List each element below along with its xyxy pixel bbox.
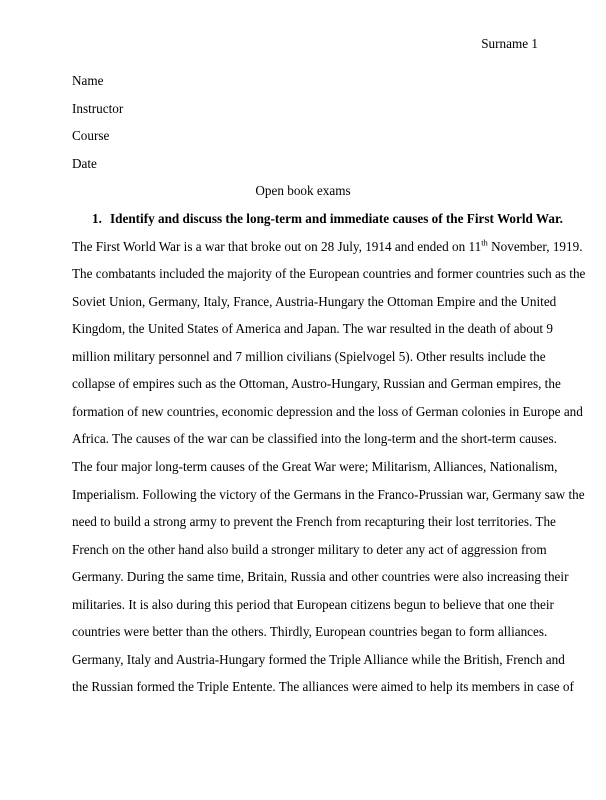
body-line bbox=[72, 239, 583, 255]
body-line: French on the other hand also build a stronger military to deter any act of aggression from bbox=[72, 542, 547, 557]
ordinal-suffix: th bbox=[481, 237, 488, 248]
body-line: militaries. It is also during this period that European citizens begun to believe that one their bbox=[72, 597, 554, 612]
document-title: Open book exams bbox=[255, 183, 351, 198]
date-line: Date bbox=[72, 156, 97, 171]
body-line: the Russian formed the Triple Entente. The alliances were aimed to help its members in case of bbox=[72, 679, 574, 694]
body-line: The four major long-term causes of the Great War were; Militarism, Alliances, Nationalism, bbox=[72, 459, 558, 474]
body-line-text: November, 1919. bbox=[487, 239, 583, 254]
body-line-text: The First World War is a war that broke out on 28 July, 1914 and ended on 11 bbox=[72, 239, 482, 254]
body-line: collapse of empires such as the Ottoman, Austro-Hungary, Russian and German empires, the bbox=[72, 376, 561, 391]
body-line: million military personnel and 7 million civilians (Spielvogel 5). Other results include the bbox=[72, 349, 546, 364]
body-line: Imperialism. Following the victory of the Germans in the Franco-Prussian war, Germany saw the bbox=[72, 487, 585, 502]
body-line: Africa. The causes of the war can be classified into the long-term and the short-term causes. bbox=[72, 431, 557, 446]
body-line: Germany, Italy and Austria-Hungary formed the Triple Alliance while the British, French and bbox=[72, 652, 565, 667]
running-head: Surname 1 bbox=[481, 36, 538, 51]
student-name: Name bbox=[72, 73, 104, 88]
body-line: The combatants included the majority of the European countries and former countries such as the bbox=[72, 266, 586, 281]
question-number: 1. bbox=[92, 211, 102, 226]
question-heading bbox=[92, 211, 563, 227]
instructor-name: Instructor bbox=[72, 101, 124, 116]
body-line: Kingdom, the United States of America and Japan. The war resulted in the death of about 9 bbox=[72, 321, 553, 336]
body-line: formation of new countries, economic depression and the loss of German colonies in Europe and bbox=[72, 404, 583, 419]
body-line: countries were better than the others. Thirdly, European countries began to form alliances. bbox=[72, 624, 548, 639]
question-text: Identify and discuss the long-term and immediate causes of the First World War. bbox=[110, 211, 563, 226]
body-line: Soviet Union, Germany, Italy, France, Austria-Hungary the Ottoman Empire and the United bbox=[72, 294, 557, 309]
body-line: Germany. During the same time, Britain, Russia and other countries were also increasing their bbox=[72, 569, 569, 584]
body-line: need to build a strong army to prevent the French from recapturing their lost territories. The bbox=[72, 514, 556, 529]
course-name: Course bbox=[72, 128, 110, 143]
